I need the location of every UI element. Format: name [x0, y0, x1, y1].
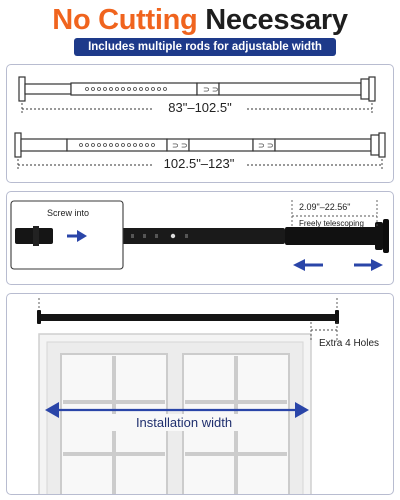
svg-text:⊃ ⊃: ⊃ ⊃ — [172, 141, 188, 150]
telescope-label: Freely telescoping — [299, 219, 364, 228]
rod-sizes-panel — [6, 64, 394, 183]
window-panel — [6, 293, 394, 495]
range-long-label: 102.5"–123" — [163, 156, 235, 171]
arrow-icon — [293, 259, 323, 271]
extra-holes-label: Extra 4 Holes — [319, 338, 380, 349]
title-rest: Necessary — [205, 4, 348, 36]
svg-text:⊃ ⊃: ⊃ ⊃ — [203, 85, 219, 94]
short-rod — [19, 77, 375, 101]
range-short-label: 83"–102.5" — [168, 100, 232, 115]
window-illustration — [7, 294, 393, 494]
telescoping-panel — [6, 191, 394, 285]
subtitle-banner: Includes multiple rods for adjustable width — [74, 38, 336, 56]
page-title — [0, 4, 400, 37]
screw-into-label: Screw into — [47, 208, 90, 218]
svg-text:⊃ ⊃: ⊃ ⊃ — [258, 141, 274, 150]
arrow-icon — [354, 259, 383, 271]
bracket-icon — [375, 222, 383, 250]
outer-tube — [285, 227, 377, 245]
installation-width-label: Installation width — [111, 414, 257, 431]
title-highlight: No Cutting — [52, 4, 198, 36]
telescope-range-label: 2.09"–22.56" — [299, 202, 351, 212]
curtain-rod — [39, 314, 337, 321]
long-rod — [15, 133, 385, 157]
